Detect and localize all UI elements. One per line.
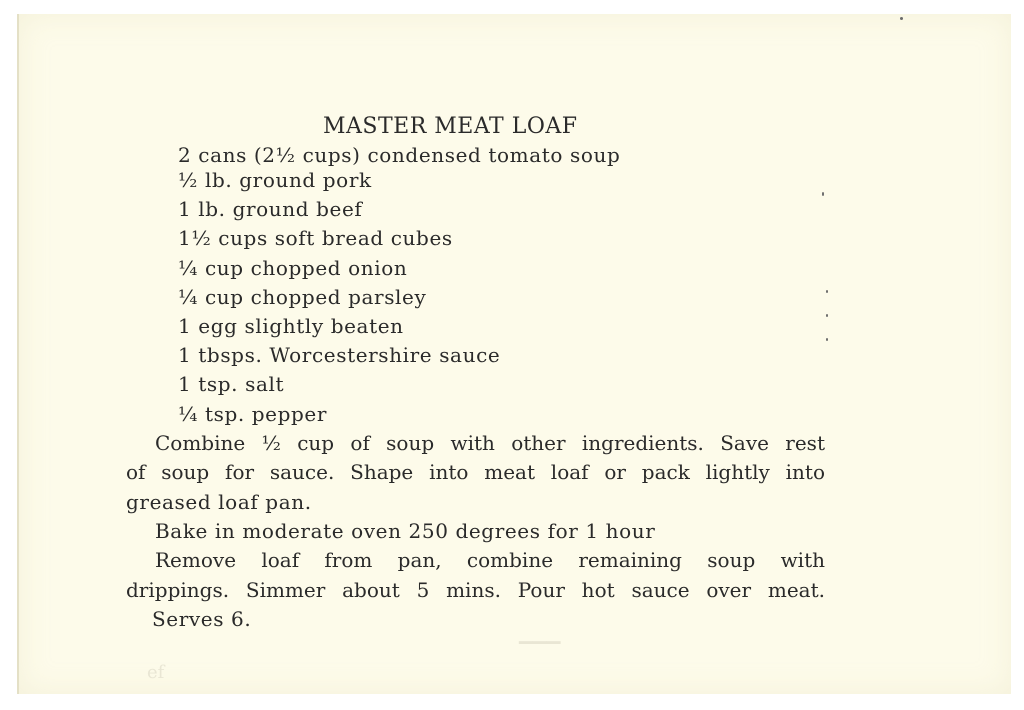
- ingredient-item: ¼ cup chopped parsley: [178, 285, 427, 309]
- direction-line: Combine ½ cup of soup with other ingredients. Save rest: [155, 431, 825, 455]
- paper-speck: [900, 17, 903, 20]
- ingredient-item: 2 cans (2½ cups) condensed tomato soup: [178, 143, 621, 167]
- recipe-title: MASTER MEAT LOAF: [323, 114, 578, 139]
- bleed-through-mark: ef: [147, 662, 165, 683]
- direction-line: Remove loaf from pan, combine remaining soup with: [155, 548, 825, 572]
- ingredient-item: 1½ cups soft bread cubes: [178, 226, 453, 250]
- direction-line: of soup for sauce. Shape into meat loaf or pack lightly into: [126, 460, 825, 484]
- ingredient-item: 1 lb. ground beef: [178, 197, 363, 221]
- direction-line: greased loaf pan.: [126, 490, 312, 514]
- ingredient-item: 1 tsp. salt: [178, 372, 285, 396]
- ingredient-item: 1 egg slightly beaten: [178, 314, 404, 338]
- paper-speck: [822, 192, 824, 196]
- direction-line: Bake in moderate oven 250 degrees for 1 hour: [155, 519, 656, 543]
- ingredient-item: ½ lb. ground pork: [178, 168, 372, 192]
- paper-speck: [826, 314, 828, 317]
- ingredient-item: 1 tbsps. Worcestershire sauce: [178, 343, 501, 367]
- bleed-through-mark: ▔▔▔: [519, 642, 561, 663]
- ingredient-item: ¼ tsp. pepper: [178, 402, 328, 426]
- paper-speck: [826, 290, 828, 293]
- paper-speck: [826, 338, 828, 341]
- serves-note: Serves 6.: [152, 607, 252, 631]
- ingredient-item: ¼ cup chopped onion: [178, 256, 408, 280]
- direction-line: drippings. Simmer about 5 mins. Pour hot sauce over meat.: [126, 578, 825, 602]
